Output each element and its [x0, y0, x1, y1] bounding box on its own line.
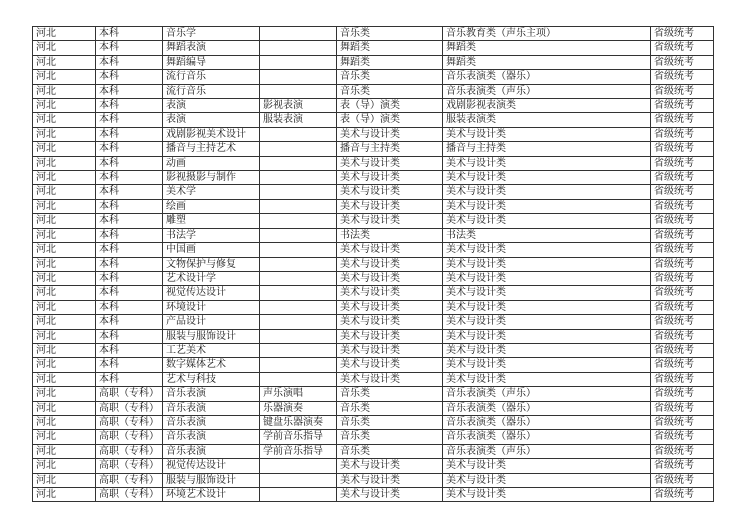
- exam-subcategory-cell: 音乐表演类（器乐）: [443, 415, 651, 429]
- level-cell: 本科: [96, 185, 163, 199]
- major-cell: 艺术设计学: [163, 271, 260, 285]
- direction-cell: 学前音乐指导: [260, 444, 337, 458]
- exam-subcategory-cell: 美术与设计类: [443, 257, 651, 271]
- direction-cell: [260, 214, 337, 228]
- major-cell: 数字媒体艺术: [163, 358, 260, 372]
- exam-type-cell: 省级统考: [651, 401, 714, 415]
- province-cell: 河北: [33, 199, 96, 213]
- province-cell: 河北: [33, 329, 96, 343]
- direction-cell: [260, 41, 337, 55]
- direction-cell: [260, 185, 337, 199]
- exam-subcategory-cell: 美术与设计类: [443, 199, 651, 213]
- table-row: [33, 70, 714, 84]
- exam-subcategory-cell: 音乐表演类（声乐）: [443, 444, 651, 458]
- exam-subcategory-cell: 美术与设计类: [443, 300, 651, 314]
- major-cell: 动画: [163, 156, 260, 170]
- exam-type-cell: 省级统考: [651, 271, 714, 285]
- province-cell: 河北: [33, 372, 96, 386]
- level-cell: 本科: [96, 257, 163, 271]
- table-row: [33, 156, 714, 170]
- exam-category-cell: 美术与设计类: [337, 214, 443, 228]
- major-cell: 舞蹈表演: [163, 41, 260, 55]
- exam-type-cell: 省级统考: [651, 41, 714, 55]
- direction-cell: [260, 300, 337, 314]
- direction-cell: [260, 27, 337, 41]
- major-cell: 音乐学: [163, 27, 260, 41]
- exam-type-cell: 省级统考: [651, 99, 714, 113]
- level-cell: 本科: [96, 228, 163, 242]
- exam-category-cell: 音乐类: [337, 70, 443, 84]
- level-cell: 本科: [96, 113, 163, 127]
- direction-cell: [260, 372, 337, 386]
- table-row: [33, 55, 714, 69]
- exam-subcategory-cell: 播音与主持类: [443, 142, 651, 156]
- exam-category-cell: 美术与设计类: [337, 315, 443, 329]
- major-cell: 服装与服饰设计: [163, 473, 260, 487]
- level-cell: 高职（专科）: [96, 488, 163, 502]
- exam-category-cell: 美术与设计类: [337, 329, 443, 343]
- exam-category-cell: 音乐类: [337, 27, 443, 41]
- exam-category-cell: 表（导）演类: [337, 99, 443, 113]
- exam-type-cell: 省级统考: [651, 142, 714, 156]
- level-cell: 本科: [96, 358, 163, 372]
- major-cell: 美术学: [163, 185, 260, 199]
- major-cell: 流行音乐: [163, 70, 260, 84]
- exam-type-cell: 省级统考: [651, 27, 714, 41]
- exam-type-cell: 省级统考: [651, 127, 714, 141]
- exam-category-cell: 美术与设计类: [337, 199, 443, 213]
- direction-cell: [260, 228, 337, 242]
- exam-subcategory-cell: 美术与设计类: [443, 329, 651, 343]
- exam-type-cell: 省级统考: [651, 70, 714, 84]
- exam-subcategory-cell: 美术与设计类: [443, 171, 651, 185]
- exam-category-cell: 美术与设计类: [337, 372, 443, 386]
- level-cell: 本科: [96, 315, 163, 329]
- major-cell: 工艺美术: [163, 343, 260, 357]
- province-cell: 河北: [33, 358, 96, 372]
- direction-cell: [260, 171, 337, 185]
- level-cell: 本科: [96, 156, 163, 170]
- level-cell: 高职（专科）: [96, 401, 163, 415]
- direction-cell: [260, 286, 337, 300]
- table-row: [33, 41, 714, 55]
- direction-cell: [260, 315, 337, 329]
- table-row: [33, 329, 714, 343]
- province-cell: 河北: [33, 459, 96, 473]
- major-cell: 舞蹈编导: [163, 55, 260, 69]
- major-cell: 服装与服饰设计: [163, 329, 260, 343]
- direction-cell: [260, 55, 337, 69]
- level-cell: 本科: [96, 171, 163, 185]
- exam-category-cell: 音乐类: [337, 444, 443, 458]
- level-cell: 本科: [96, 55, 163, 69]
- exam-subcategory-cell: 音乐表演类（声乐）: [443, 387, 651, 401]
- province-cell: 河北: [33, 401, 96, 415]
- exam-subcategory-cell: 美术与设计类: [443, 127, 651, 141]
- exam-category-cell: 音乐类: [337, 84, 443, 98]
- exam-subcategory-cell: 音乐表演类（声乐）: [443, 84, 651, 98]
- major-cell: 音乐表演: [163, 387, 260, 401]
- direction-cell: [260, 70, 337, 84]
- table-row: [33, 286, 714, 300]
- level-cell: 本科: [96, 84, 163, 98]
- table-row: [33, 257, 714, 271]
- table-row: [33, 358, 714, 372]
- exam-category-cell: 舞蹈类: [337, 41, 443, 55]
- province-cell: 河北: [33, 243, 96, 257]
- exam-type-cell: 省级统考: [651, 415, 714, 429]
- table-row: [33, 84, 714, 98]
- exam-category-cell: 美术与设计类: [337, 286, 443, 300]
- exam-category-cell: 美术与设计类: [337, 127, 443, 141]
- table-row: [33, 113, 714, 127]
- direction-cell: 学前音乐指导: [260, 430, 337, 444]
- exam-category-cell: 美术与设计类: [337, 171, 443, 185]
- direction-cell: [260, 84, 337, 98]
- table-row: [33, 300, 714, 314]
- exam-type-cell: 省级统考: [651, 315, 714, 329]
- province-cell: 河北: [33, 343, 96, 357]
- level-cell: 本科: [96, 343, 163, 357]
- level-cell: 本科: [96, 300, 163, 314]
- major-cell: 音乐表演: [163, 444, 260, 458]
- exam-subcategory-cell: 书法类: [443, 228, 651, 242]
- level-cell: 本科: [96, 372, 163, 386]
- level-cell: 本科: [96, 329, 163, 343]
- table-body: [33, 27, 714, 502]
- table-row: [33, 444, 714, 458]
- exam-subcategory-cell: 美术与设计类: [443, 473, 651, 487]
- direction-cell: [260, 243, 337, 257]
- exam-type-cell: 省级统考: [651, 113, 714, 127]
- province-cell: 河北: [33, 228, 96, 242]
- direction-cell: [260, 142, 337, 156]
- major-cell: 音乐表演: [163, 415, 260, 429]
- table-row: [33, 171, 714, 185]
- table-row: [33, 214, 714, 228]
- major-cell: 影视摄影与制作: [163, 171, 260, 185]
- direction-cell: [260, 199, 337, 213]
- direction-cell: [260, 257, 337, 271]
- province-cell: 河北: [33, 127, 96, 141]
- major-cell: 流行音乐: [163, 84, 260, 98]
- exam-subcategory-cell: 服装表演类: [443, 113, 651, 127]
- direction-cell: [260, 156, 337, 170]
- exam-type-cell: 省级统考: [651, 214, 714, 228]
- table-row: [33, 459, 714, 473]
- province-cell: 河北: [33, 55, 96, 69]
- exam-subcategory-cell: 美术与设计类: [443, 185, 651, 199]
- table-row: [33, 343, 714, 357]
- exam-type-cell: 省级统考: [651, 286, 714, 300]
- exam-category-cell: 音乐类: [337, 415, 443, 429]
- exam-category-cell: 书法类: [337, 228, 443, 242]
- province-cell: 河北: [33, 444, 96, 458]
- exam-type-cell: 省级统考: [651, 343, 714, 357]
- exam-type-cell: 省级统考: [651, 199, 714, 213]
- exam-category-cell: 美术与设计类: [337, 300, 443, 314]
- level-cell: 本科: [96, 199, 163, 213]
- direction-cell: 声乐演唱: [260, 387, 337, 401]
- table-row: [33, 243, 714, 257]
- admissions-table: [32, 26, 714, 502]
- table-row: [33, 488, 714, 502]
- province-cell: 河北: [33, 142, 96, 156]
- direction-cell: 服装表演: [260, 113, 337, 127]
- exam-type-cell: 省级统考: [651, 387, 714, 401]
- level-cell: 高职（专科）: [96, 387, 163, 401]
- level-cell: 本科: [96, 243, 163, 257]
- exam-subcategory-cell: 美术与设计类: [443, 271, 651, 285]
- direction-cell: 键盘乐器演奏: [260, 415, 337, 429]
- major-cell: 音乐表演: [163, 430, 260, 444]
- major-cell: 艺术与科技: [163, 372, 260, 386]
- province-cell: 河北: [33, 415, 96, 429]
- province-cell: 河北: [33, 27, 96, 41]
- province-cell: 河北: [33, 70, 96, 84]
- exam-subcategory-cell: 戏剧影视表演类: [443, 99, 651, 113]
- level-cell: 高职（专科）: [96, 459, 163, 473]
- exam-subcategory-cell: 美术与设计类: [443, 343, 651, 357]
- direction-cell: 影视表演: [260, 99, 337, 113]
- exam-type-cell: 省级统考: [651, 171, 714, 185]
- table-row: [33, 127, 714, 141]
- exam-type-cell: 省级统考: [651, 459, 714, 473]
- exam-type-cell: 省级统考: [651, 243, 714, 257]
- exam-type-cell: 省级统考: [651, 329, 714, 343]
- major-cell: 播音与主持艺术: [163, 142, 260, 156]
- major-cell: 表演: [163, 99, 260, 113]
- level-cell: 高职（专科）: [96, 430, 163, 444]
- exam-category-cell: 美术与设计类: [337, 488, 443, 502]
- province-cell: 河北: [33, 271, 96, 285]
- exam-type-cell: 省级统考: [651, 300, 714, 314]
- exam-category-cell: 美术与设计类: [337, 343, 443, 357]
- major-cell: 产品设计: [163, 315, 260, 329]
- province-cell: 河北: [33, 286, 96, 300]
- direction-cell: [260, 127, 337, 141]
- exam-category-cell: 美术与设计类: [337, 459, 443, 473]
- province-cell: 河北: [33, 156, 96, 170]
- exam-subcategory-cell: 美术与设计类: [443, 156, 651, 170]
- level-cell: 本科: [96, 70, 163, 84]
- major-cell: 文物保护与修复: [163, 257, 260, 271]
- province-cell: 河北: [33, 430, 96, 444]
- exam-subcategory-cell: 音乐表演类（器乐）: [443, 70, 651, 84]
- province-cell: 河北: [33, 41, 96, 55]
- direction-cell: [260, 271, 337, 285]
- exam-category-cell: 音乐类: [337, 387, 443, 401]
- exam-subcategory-cell: 音乐表演类（器乐）: [443, 430, 651, 444]
- table-row: [33, 401, 714, 415]
- exam-subcategory-cell: 美术与设计类: [443, 488, 651, 502]
- major-cell: 音乐表演: [163, 401, 260, 415]
- exam-type-cell: 省级统考: [651, 430, 714, 444]
- direction-cell: [260, 343, 337, 357]
- exam-subcategory-cell: 美术与设计类: [443, 372, 651, 386]
- table-row: [33, 228, 714, 242]
- exam-category-cell: 美术与设计类: [337, 257, 443, 271]
- level-cell: 本科: [96, 142, 163, 156]
- level-cell: 高职（专科）: [96, 444, 163, 458]
- exam-subcategory-cell: 美术与设计类: [443, 315, 651, 329]
- exam-type-cell: 省级统考: [651, 444, 714, 458]
- direction-cell: 乐器演奏: [260, 401, 337, 415]
- province-cell: 河北: [33, 387, 96, 401]
- exam-category-cell: 舞蹈类: [337, 55, 443, 69]
- province-cell: 河北: [33, 488, 96, 502]
- major-cell: 书法学: [163, 228, 260, 242]
- table-row: [33, 142, 714, 156]
- major-cell: 视觉传达设计: [163, 459, 260, 473]
- exam-category-cell: 表（导）演类: [337, 113, 443, 127]
- major-cell: 雕塑: [163, 214, 260, 228]
- direction-cell: [260, 473, 337, 487]
- exam-subcategory-cell: 音乐表演类（器乐）: [443, 401, 651, 415]
- exam-category-cell: 音乐类: [337, 430, 443, 444]
- exam-category-cell: 美术与设计类: [337, 358, 443, 372]
- level-cell: 本科: [96, 127, 163, 141]
- direction-cell: [260, 488, 337, 502]
- direction-cell: [260, 329, 337, 343]
- table-row: [33, 199, 714, 213]
- province-cell: 河北: [33, 257, 96, 271]
- exam-subcategory-cell: 舞蹈类: [443, 55, 651, 69]
- table-row: [33, 271, 714, 285]
- major-cell: 中国画: [163, 243, 260, 257]
- table-row: [33, 415, 714, 429]
- exam-type-cell: 省级统考: [651, 257, 714, 271]
- province-cell: 河北: [33, 99, 96, 113]
- exam-type-cell: 省级统考: [651, 372, 714, 386]
- level-cell: 本科: [96, 99, 163, 113]
- table-row: [33, 430, 714, 444]
- exam-subcategory-cell: 美术与设计类: [443, 214, 651, 228]
- exam-category-cell: 美术与设计类: [337, 156, 443, 170]
- exam-category-cell: 播音与主持类: [337, 142, 443, 156]
- major-cell: 环境设计: [163, 300, 260, 314]
- exam-category-cell: 美术与设计类: [337, 185, 443, 199]
- province-cell: 河北: [33, 185, 96, 199]
- province-cell: 河北: [33, 315, 96, 329]
- major-cell: 表演: [163, 113, 260, 127]
- level-cell: 本科: [96, 27, 163, 41]
- direction-cell: [260, 459, 337, 473]
- table-row: [33, 27, 714, 41]
- major-cell: 戏剧影视美术设计: [163, 127, 260, 141]
- exam-type-cell: 省级统考: [651, 488, 714, 502]
- exam-type-cell: 省级统考: [651, 156, 714, 170]
- exam-type-cell: 省级统考: [651, 228, 714, 242]
- exam-type-cell: 省级统考: [651, 55, 714, 69]
- province-cell: 河北: [33, 214, 96, 228]
- exam-subcategory-cell: 美术与设计类: [443, 459, 651, 473]
- major-cell: 视觉传达设计: [163, 286, 260, 300]
- exam-category-cell: 美术与设计类: [337, 243, 443, 257]
- exam-subcategory-cell: 音乐教育类（声乐主项）: [443, 27, 651, 41]
- exam-subcategory-cell: 美术与设计类: [443, 358, 651, 372]
- exam-subcategory-cell: 美术与设计类: [443, 286, 651, 300]
- exam-category-cell: 美术与设计类: [337, 473, 443, 487]
- level-cell: 高职（专科）: [96, 415, 163, 429]
- table-row: [33, 387, 714, 401]
- level-cell: 本科: [96, 41, 163, 55]
- exam-type-cell: 省级统考: [651, 84, 714, 98]
- exam-type-cell: 省级统考: [651, 358, 714, 372]
- exam-type-cell: 省级统考: [651, 473, 714, 487]
- province-cell: 河北: [33, 300, 96, 314]
- province-cell: 河北: [33, 84, 96, 98]
- table-row: [33, 185, 714, 199]
- table-row: [33, 99, 714, 113]
- direction-cell: [260, 358, 337, 372]
- province-cell: 河北: [33, 473, 96, 487]
- province-cell: 河北: [33, 113, 96, 127]
- exam-subcategory-cell: 美术与设计类: [443, 243, 651, 257]
- level-cell: 本科: [96, 214, 163, 228]
- exam-type-cell: 省级统考: [651, 185, 714, 199]
- exam-subcategory-cell: 舞蹈类: [443, 41, 651, 55]
- level-cell: 本科: [96, 271, 163, 285]
- level-cell: 本科: [96, 286, 163, 300]
- major-cell: 环境艺术设计: [163, 488, 260, 502]
- level-cell: 高职（专科）: [96, 473, 163, 487]
- table-row: [33, 473, 714, 487]
- exam-category-cell: 音乐类: [337, 401, 443, 415]
- province-cell: 河北: [33, 171, 96, 185]
- table-row: [33, 372, 714, 386]
- major-cell: 绘画: [163, 199, 260, 213]
- table-row: [33, 315, 714, 329]
- exam-category-cell: 美术与设计类: [337, 271, 443, 285]
